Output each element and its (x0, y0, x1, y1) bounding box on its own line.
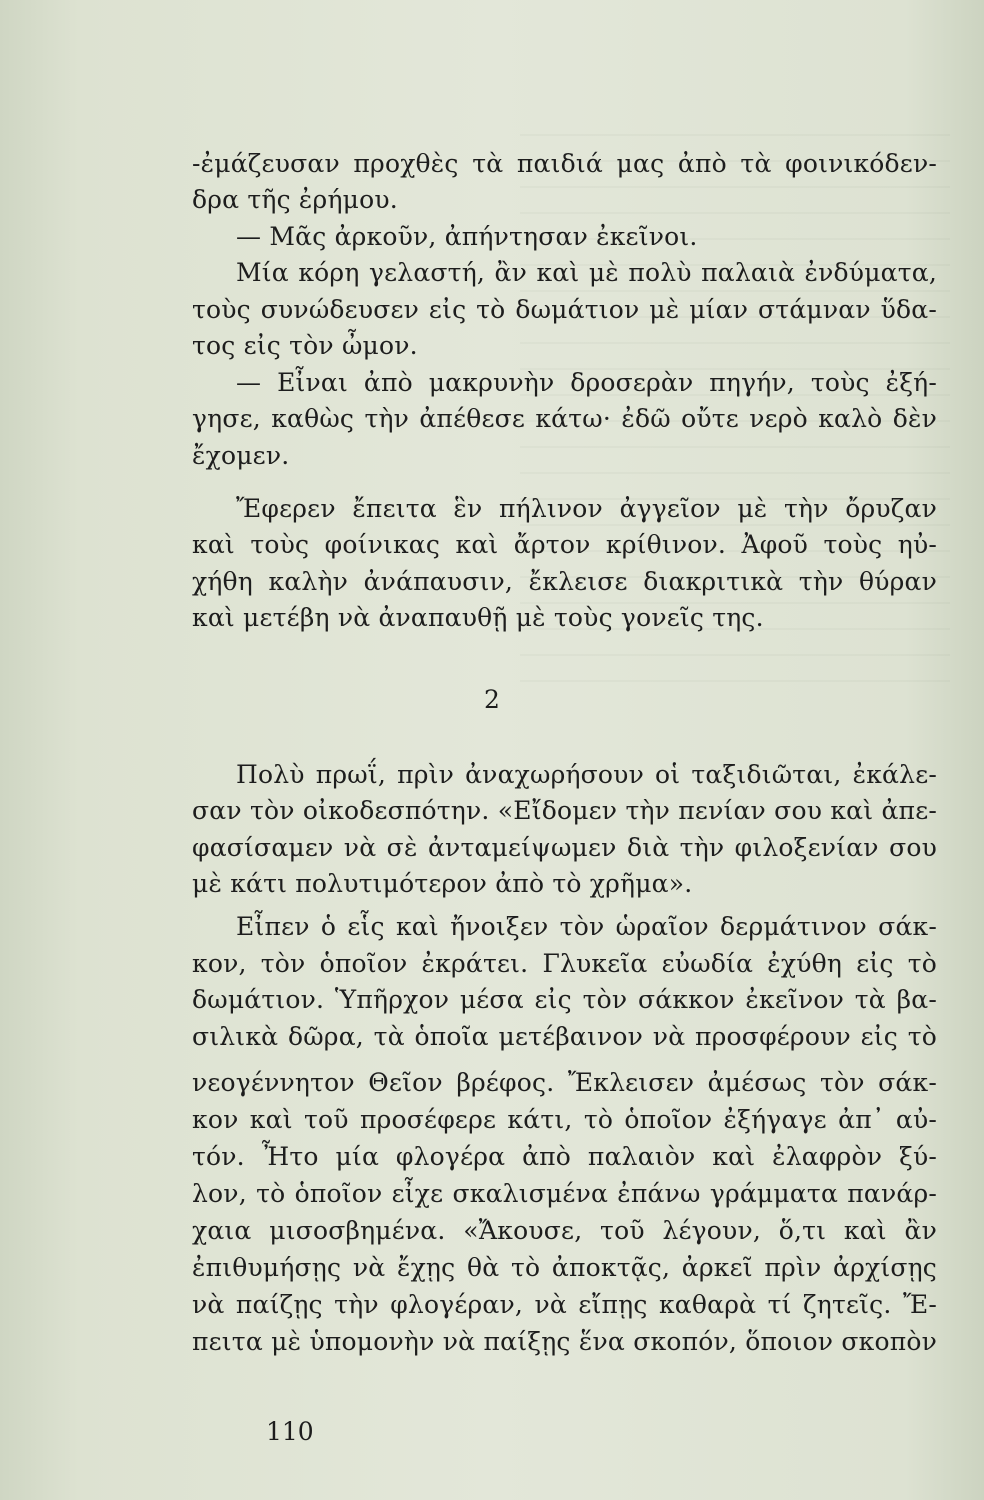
text-line: Μία κόρη γελαστή, ἂν καὶ μὲ πολὺ παλαιὰ ἐνδύματα, (236, 258, 937, 287)
text-line: δωμάτιον. Ὑπῆρχον μέσα εἰς τὸν σάκκον ἐκεῖνον τὰ βα- (192, 985, 937, 1014)
text-line: — Μᾶς ἀρκοῦν, ἀπήντησαν ἐκεῖνοι. (236, 222, 698, 251)
text-line: — Εἶναι ἀπὸ μακρυνὴν δροσερὰν πηγήν, τοὺς ἐξή- (236, 368, 937, 397)
text-line: κον καὶ τοῦ προσέφερε κάτι, τὸ ὁποῖον ἐξήγαγε ἀπ᾽ αὐ- (192, 1105, 937, 1134)
text-line: Ἔφερεν ἔπειτα ἓν πήλινον ἀγγεῖον μὲ τὴν ὄρυζαν (236, 494, 937, 523)
text-line: χήθη καλὴν ἀνάπαυσιν, ἔκλεισε διακριτικὰ τὴν θύραν (192, 567, 937, 596)
text-line: καὶ τοὺς φοίνικας καὶ ἄρτον κρίθινον. Ἀφοῦ τοὺς ηὐ- (192, 530, 937, 559)
text-line: τόν. Ἦτο μία φλογέρα ἀπὸ παλαιὸν καὶ ἐλαφρὸν ξύ- (192, 1142, 937, 1171)
text-line: φασίσαμεν νὰ σὲ ἀνταμείψωμεν διὰ τὴν φιλοξενίαν σου (192, 833, 937, 862)
text-line: κον, τὸν ὁποῖον ἐκράτει. Γλυκεῖα εὐωδία ἐχύθη εἰς τὸ (192, 949, 937, 978)
text-line: Πολὺ πρωΐ, πρὶν ἀναχωρήσουν οἱ ταξιδιῶται, ἐκάλε- (236, 760, 937, 789)
text-line: δρα τῆς ἐρήμου. (192, 185, 398, 214)
text-line: σαν τὸν οἰκοδεσπότην. «Εἴδομεν τὴν πενίαν σου καὶ ἀπε- (192, 796, 937, 825)
text-line: τοὺς συνώδευσεν εἰς τὸ δωμάτιον μὲ μίαν στάμναν ὕδα- (192, 295, 937, 324)
text-line: λον, τὸ ὁποῖον εἶχε σκαλισμένα ἐπάνω γράμματα πανάρ- (192, 1179, 937, 1208)
text-line: ἔχομεν. (192, 441, 290, 470)
text-line: Εἶπεν ὁ εἷς καὶ ἤνοιξεν τὸν ὡραῖον δερμάτινον σάκ- (236, 912, 937, 941)
text-line: χαια μισοσβημένα. «Ἄκουσε, τοῦ λέγουν, ὅ,τι καὶ ἂν (192, 1216, 937, 1245)
text-line: νὰ παίζῃς τὴν φλογέραν, νὰ εἴπῃς καθαρὰ τί ζητεῖς. Ἔ- (192, 1290, 937, 1319)
text-line: καὶ μετέβη νὰ ἀναπαυθῇ μὲ τοὺς γονεῖς της. (192, 603, 764, 632)
text-line: μὲ κάτι πολυτιμότερον ἀπὸ τὸ χρῆμα». (192, 869, 693, 898)
text-line: τος εἰς τὸν ὦμον. (192, 331, 418, 360)
section-number: 2 (484, 685, 500, 714)
page-number: 110 (266, 1417, 314, 1446)
text-line: γησε, καθὼς τὴν ἀπέθεσε κάτω· ἐδῶ οὔτε νερὸ καλὸ δὲν (192, 404, 937, 433)
text-line: νεογέννητον Θεῖον βρέφος. Ἔκλεισεν ἀμέσως τὸν σάκ- (192, 1068, 937, 1097)
text-line: ἐπιθυμήσῃς νὰ ἔχῃς θὰ τὸ ἀποκτᾷς, ἀρκεῖ πρὶν ἀρχίσῃς (192, 1253, 937, 1282)
text-line: σιλικὰ δῶρα, τὰ ὁποῖα μετέβαινον νὰ προσφέρουν εἰς τὸ (192, 1022, 937, 1051)
text-line: πειτα μὲ ὑπομονὴν νὰ παίξῃς ἕνα σκοπόν, ὅποιον σκοπὸν (192, 1327, 937, 1356)
text-line: -ἐμάζευσαν προχθὲς τὰ παιδιά μας ἀπὸ τὰ φοινικόδεν- (192, 149, 937, 178)
